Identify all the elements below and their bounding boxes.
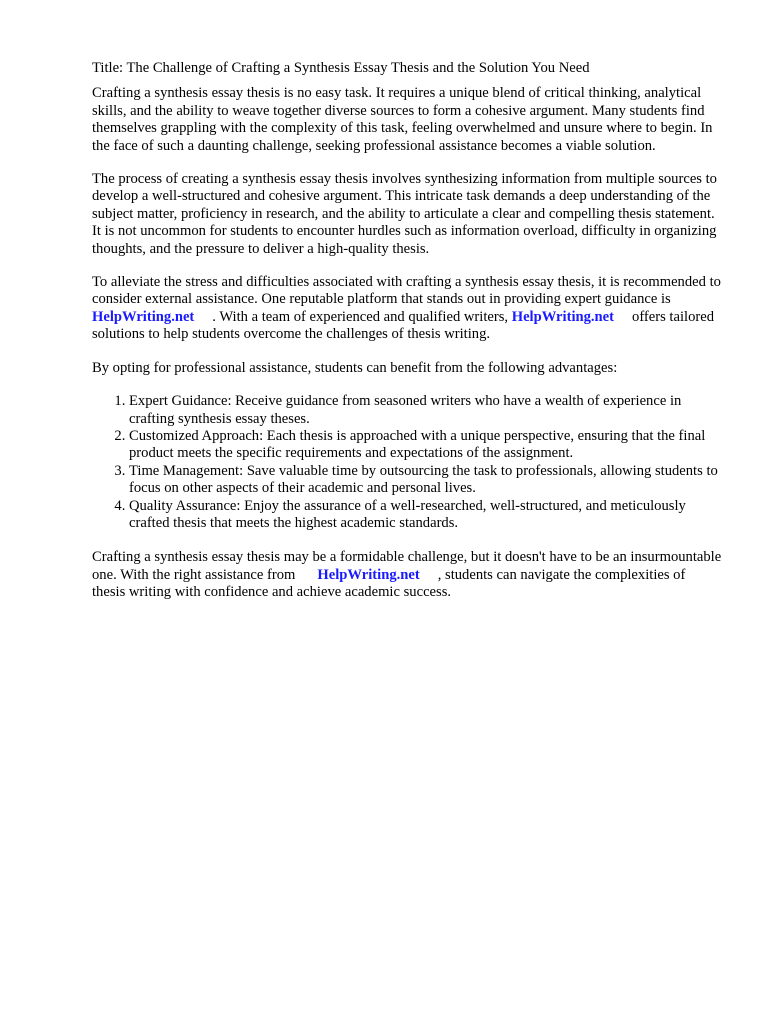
advantage-time-management: 3. Time Management: Save valuable time by outsourcing the task to professionals, allowing students to focus on other aspects of their academic and personal lives. bbox=[129, 463, 722, 498]
assistance-text-2: . With a team of experienced and qualified writers, bbox=[212, 308, 509, 325]
benefits-intro-paragraph: By opting for professional assistance, students can benefit from the following advantages: bbox=[92, 359, 618, 376]
conclusion-paragraph bbox=[92, 549, 722, 601]
helpwriting-link-2[interactable]: HelpWriting.net bbox=[511, 308, 615, 325]
intro-paragraph: Crafting a synthesis essay thesis is no easy task. It requires a unique blend of critical thinking, analytical skills, and the ability to weave together diverse sources to form a cohesive argument. Many students find themselves grappling with the complexity of this task, feeling overwhelmed and unsure where to begin. In the face of such a daunting challenge, seeking professional assistance becomes a viable solution. bbox=[92, 85, 713, 154]
advantages-list bbox=[92, 393, 722, 532]
document-page bbox=[92, 60, 722, 618]
document-title: Title: The Challenge of Crafting a Synthesis Essay Thesis and the Solution You Need bbox=[92, 60, 590, 76]
assistance-paragraph bbox=[92, 274, 722, 344]
conclusion-text-2: , students can navigate the complexities of thesis writing with confidence and achieve academic success. bbox=[92, 566, 686, 601]
assistance-text-1: To alleviate the stress and difficulties associated with crafting a synthesis essay thesis, it is recommended to consider external assistance. One reputable platform that stands out in providing expert guidance is bbox=[92, 274, 721, 308]
advantage-quality-assurance: 4. Quality Assurance: Enjoy the assurance of a well-researched, well-structured, and meticulously crafted thesis that meets the highest academic standards. bbox=[129, 498, 722, 533]
helpwriting-link-3[interactable]: HelpWriting.net bbox=[317, 566, 420, 583]
assistance-text-3: offers tailored solutions to help students overcome the challenges of thesis writing. bbox=[92, 308, 715, 343]
process-paragraph: The process of creating a synthesis essay thesis involves synthesizing information from multiple sources to develop a well-structured and cohesive argument. This intricate task demands a deep understanding of the subject matter, proficiency in research, and the ability to articulate a clear and compelling thesis statement. It is not uncommon for students to encounter hurdles such as information overload, difficulty in organizing thoughts, and the pressure to deliver a high-quality thesis. bbox=[92, 171, 717, 257]
conclusion-text-1: Crafting a synthesis essay thesis may be a formidable challenge, but it doesn't have to be an insurmountable one. With the right assistance from bbox=[92, 549, 722, 583]
advantage-customized-approach: 2. Customized Approach: Each thesis is approached with a unique perspective, ensuring that the final product meets the specific requirements and expectations of the assignment. bbox=[129, 428, 722, 463]
advantage-expert-guidance: 1. Expert Guidance: Receive guidance from seasoned writers who have a wealth of experience in crafting synthesis essay theses. bbox=[129, 393, 722, 428]
helpwriting-link-1[interactable]: HelpWriting.net bbox=[92, 308, 195, 325]
